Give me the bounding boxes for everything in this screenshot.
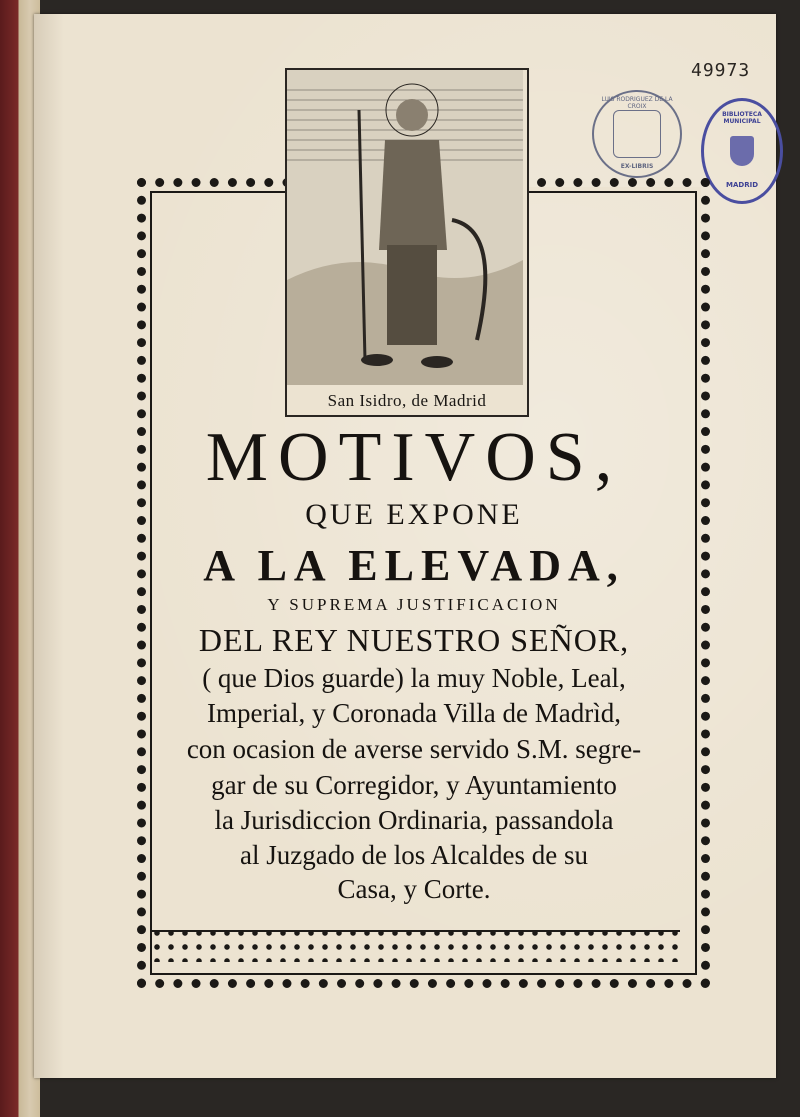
library-stamp [701,98,783,204]
body-line-2: Imperial, y Coronada Villa de Madrìd, [206,698,622,728]
ornamental-border-bottom [150,930,680,962]
body-line-5: la Jurisdiccion Ordinaria, passandola [214,805,614,835]
saint-figure-illustration [287,70,523,385]
exlibris-stamp-bottom: EX-LIBRIS [620,163,654,170]
engraving-caption: San Isidro, de Madrid [327,391,487,410]
exlibris-crest-icon [613,110,661,158]
title-suprema: Y SUPREMA JUSTIFICACION [267,595,561,614]
madrid-shield-icon [730,136,754,166]
exlibris-stamp [592,90,682,178]
title-a-la-elevada: A LA ELEVADA, [203,541,625,590]
title-motivos: MOTIVOS, [205,419,623,496]
exlibris-stamp-top: LUIS RODRIGUEZ DE LA CROIX [601,96,673,110]
body-line-6: al Juzgado de los Alcaldes de su [240,840,588,870]
library-stamp-top: BIBLIOTECA MUNICIPAL [722,111,762,125]
body-line-4: gar de su Corregidor, y Ayuntamiento [211,770,617,800]
body-line-7: Casa, y Corte. [337,874,491,904]
title-que-expone: QUE EXPONE [305,498,523,531]
title-del-rey: DEL REY NUESTRO SEÑOR, [198,622,630,658]
body-line-3: con ocasion de averse servido S.M. segre- [186,734,642,764]
catalog-number: 49973 [691,60,751,81]
saint-engraving [285,68,529,417]
library-stamp-bottom: MADRID [726,181,758,189]
body-line-1: ( que Dios guarde) la muy Noble, Leal, [202,663,626,693]
